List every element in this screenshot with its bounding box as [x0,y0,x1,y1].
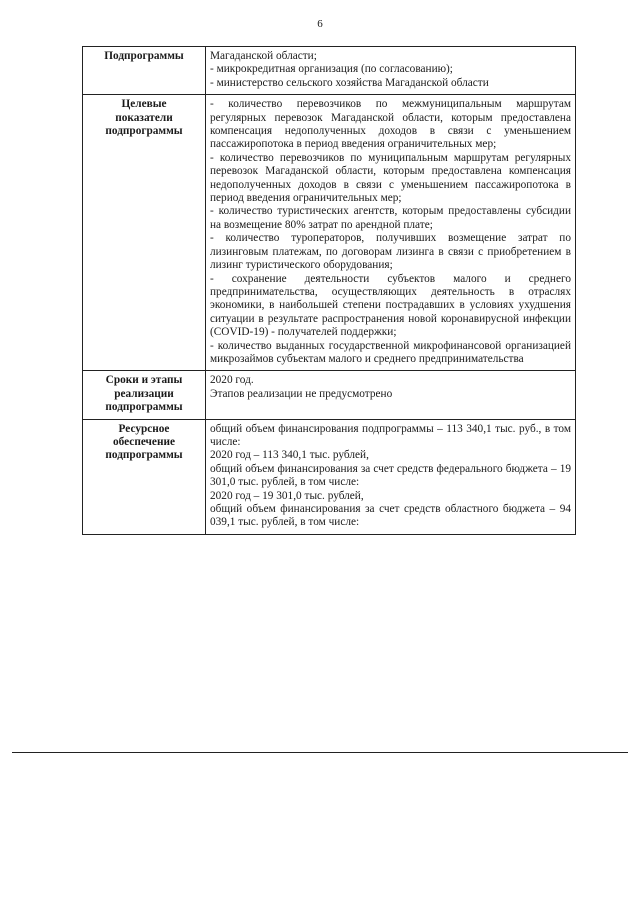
row-content [206,95,576,371]
row-label [83,371,206,419]
content-line: Этапов реализации не предусмотрено [210,387,393,400]
bottom-rule [12,752,628,753]
row-label-line: подпрограммы [105,401,183,414]
row-label-line: показатели [115,111,173,124]
content-line: Магаданской области; [210,50,317,62]
passport-table [82,46,576,535]
row-label-line: Ресурсное [118,422,170,435]
content-line: общий объем финансирования за счет средств федерального бюджета – 19 301,0 тыс. рублей, в том числе: [210,462,571,489]
content-line: - количество перевозчиков по муниципальным маршрутам регулярных перевозок Магаданской области, которым предоставлена компенсация недополученных доходов в связи с уменьшением пассажиропотока в период введения ограничительных мер; [210,151,571,205]
content-line: - количество перевозчиков по межмуниципальным маршрутам регулярных перевозок Магаданской области, которым предоставлена компенсация недополученных доходов в связи с уменьшением пассажиропотока в период введения ограничительных мер; [210,98,571,151]
content-line: - министерство сельского хозяйства Магаданской области [210,76,489,89]
page-number: 6 [317,18,323,30]
row-label [83,95,206,371]
row-label-line: Сроки и этапы [105,374,183,387]
table-row-subprograms [83,47,576,95]
row-label-line: реализации [114,387,174,400]
table-row-target-indicators [83,95,576,371]
row-label-line: подпрограммы [105,449,183,462]
row-label-line: Целевые [121,98,167,111]
row-content [206,371,576,419]
row-content [206,419,576,534]
row-label-line: обеспечение [113,435,175,448]
row-label [83,419,206,534]
content-line: 2020 год – 113 340,1 тыс. рублей, [210,449,369,462]
row-label [83,47,206,95]
row-label-line: подпрограммы [105,125,183,138]
row-label-line: Подпрограммы [104,50,184,62]
content-line: - микрокредитная организация (по согласованию); [210,63,453,76]
table-row-terms-and-stages [83,371,576,419]
content-line: - количество туроператоров, получивших возмещение затрат по лизинговым платежам, по договорам лизинга в связи с приобретением в лизинг туристического оборудования; [210,232,571,272]
table-row-resource-provision [83,419,576,534]
content-line: 2020 год. [210,374,254,387]
content-line: общий объем финансирования подпрограммы – 113 340,1 тыс. руб., в том числе: [210,422,571,448]
row-content [206,47,576,95]
content-line: общий объем финансирования за счет средств областного бюджета – 94 039,1 тыс. рублей, в том числе: [210,503,571,529]
content-line: - сохранение деятельности субъектов малого и среднего предпринимательства, осуществляющих деятельность в отраслях экономики, в наибольшей степени пострадавших в условиях ухудшения ситуации в результате распространения новой коронавирусной инфекции (COVID-19) - получателей поддержки; [210,272,571,339]
content-line: 2020 год – 19 301,0 тыс. рублей, [210,489,364,502]
content-line: - количество туристических агентств, которым предоставлены субсидии на возмещение 80% затрат по арендной плате; [210,205,571,231]
content-line: - количество выданных государственной микрофинансовой организацией микрозаймов субъектам малого и среднего предпринимательства [210,339,571,365]
